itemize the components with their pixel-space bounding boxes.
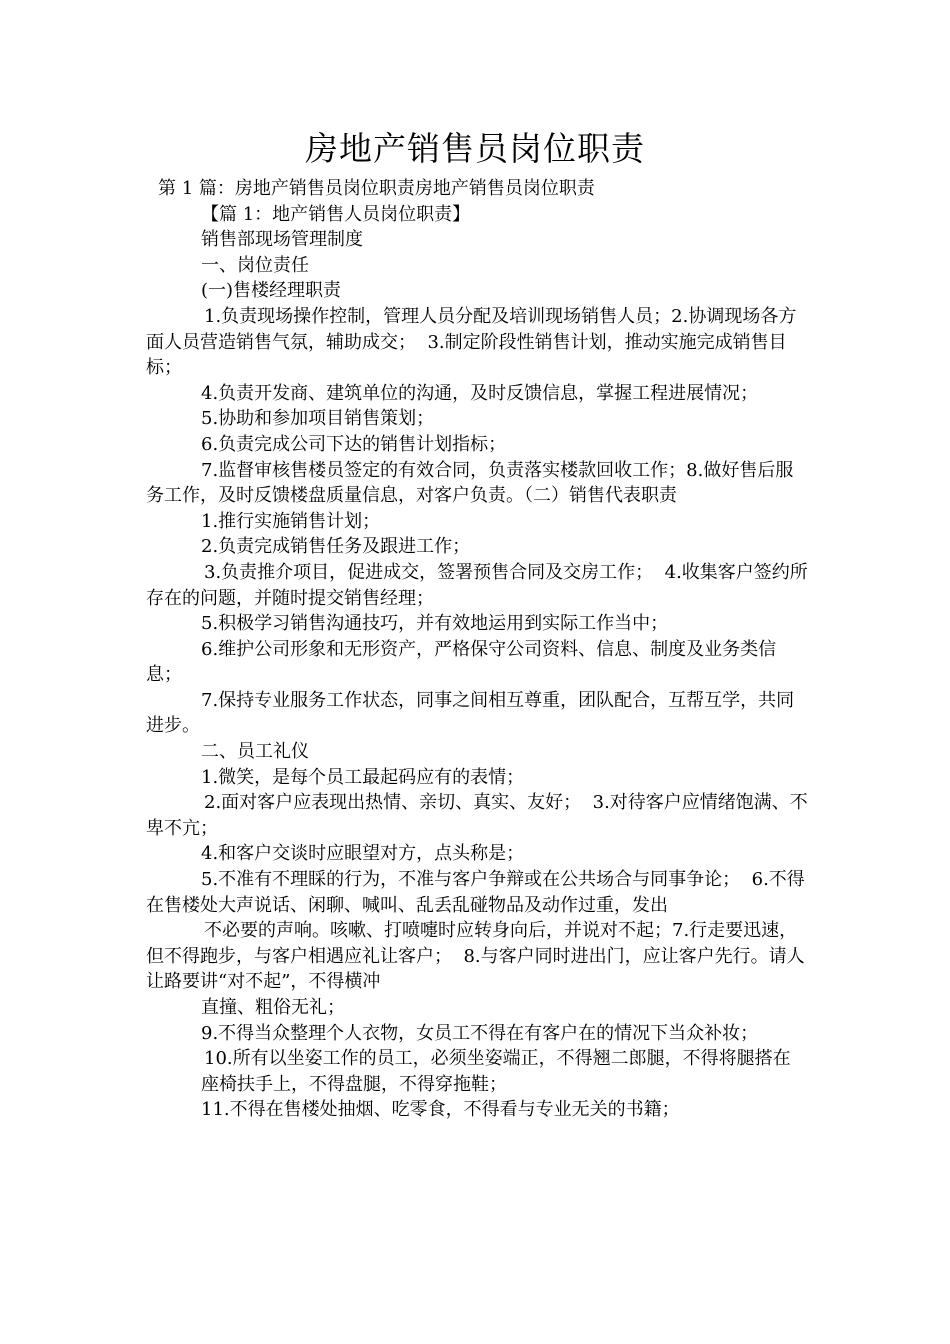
paragraph: 2.面对客户应表现出热情、亲切、真实、友好； 3.对待客户应情绪饱满、不卑不亢； xyxy=(146,792,808,839)
paragraph: 1.负责现场操作控制，管理人员分配及培训现场销售人员；2.协调现场各方面人员营造销售气氛，辅助成交； 3.制定阶段性销售计划，推动实施完成销售目标； xyxy=(146,305,797,379)
paragraph: 直撞、粗俗无礼； xyxy=(201,997,345,1018)
paragraph: 2.负责完成销售任务及跟进工作； xyxy=(201,536,471,558)
paragraph: 6.维护公司形象和无形资产，严格保守公司资料、信息、制度及业务类信息； xyxy=(146,638,777,686)
paragraph: 7.保持专业服务工作状态，同事之间相互尊重，团队配合，互帮互学，共同进步。 xyxy=(146,689,795,737)
paragraph: 销售部现场管理制度 xyxy=(201,229,363,251)
paragraph: 二、员工礼仪 xyxy=(201,741,309,763)
paragraph: 1.微笑，是每个员工最起码应有的表情； xyxy=(201,766,525,788)
paragraph: 7.监督审核售楼员签定的有效合同，负责落实楼款回收工作；8.做好售后服务工作，及时反馈楼盘质量信息，对客户负责。（二）销售代表职责 xyxy=(146,459,794,507)
paragraph: 座椅扶手上，不得盘腿，不得穿拖鞋； xyxy=(201,1073,507,1095)
paragraph: 4.和客户交谈时应眼望对方，点头称是； xyxy=(201,843,525,865)
paragraph: 不必要的声响。咳嗽、打喷嚏时应转身向后，并说对不起；7.行走要迅速，但不得跑步，与客户相遇应礼让客户； 8.与客户同时进出门，应让客户先行。请人让路要讲“对不起”，不得横冲 xyxy=(146,920,805,993)
paragraph: 6.负责完成公司下达的销售计划指标； xyxy=(201,433,507,455)
paragraph: 11.不得在售楼处抽烟、吃零食，不得看与专业无关的书籍； xyxy=(201,1099,680,1121)
paragraph: 一、岗位责任 xyxy=(201,254,309,276)
document-body xyxy=(146,176,808,1123)
paragraph: 3.负责推介项目，促进成交，签署预售合同及交房工作； 4.收集客户签约所存在的问题，并随时提交销售经理； xyxy=(146,561,808,609)
paragraph: 5.不准有不理睬的行为，不准与客户争辩或在公共场合与同事争论； 6.不得在售楼处大声说话、闲聊、喊叫、乱丢乱碰物品及动作过重，发出 xyxy=(146,869,805,916)
paragraph: 5.积极学习销售沟通技巧，并有效地运用到实际工作当中； xyxy=(201,613,669,635)
page-title: 房地产销售员岗位职责 xyxy=(305,129,645,168)
paragraph: 10.所有以坐姿工作的员工，必须坐姿端正，不得翘二郎腿，不得将腿搭在 xyxy=(204,1048,791,1070)
paragraph: 9.不得当众整理个人衣物，女员工不得在有客户在的情况下当众补妆； xyxy=(201,1022,759,1044)
paragraph: 4.负责开发商、建筑单位的沟通，及时反馈信息，掌握工程进展情况； xyxy=(201,382,759,404)
paragraph: (一)售楼经理职责 xyxy=(201,280,342,302)
paragraph: 第 1 篇：房地产销售员岗位职责房地产销售员岗位职责 xyxy=(158,178,595,199)
paragraph: 【篇 1：地产销售人员岗位职责】 xyxy=(201,203,471,225)
paragraph: 1.推行实施销售计划； xyxy=(201,510,381,532)
paragraph: 5.协助和参加项目销售策划； xyxy=(201,408,435,430)
